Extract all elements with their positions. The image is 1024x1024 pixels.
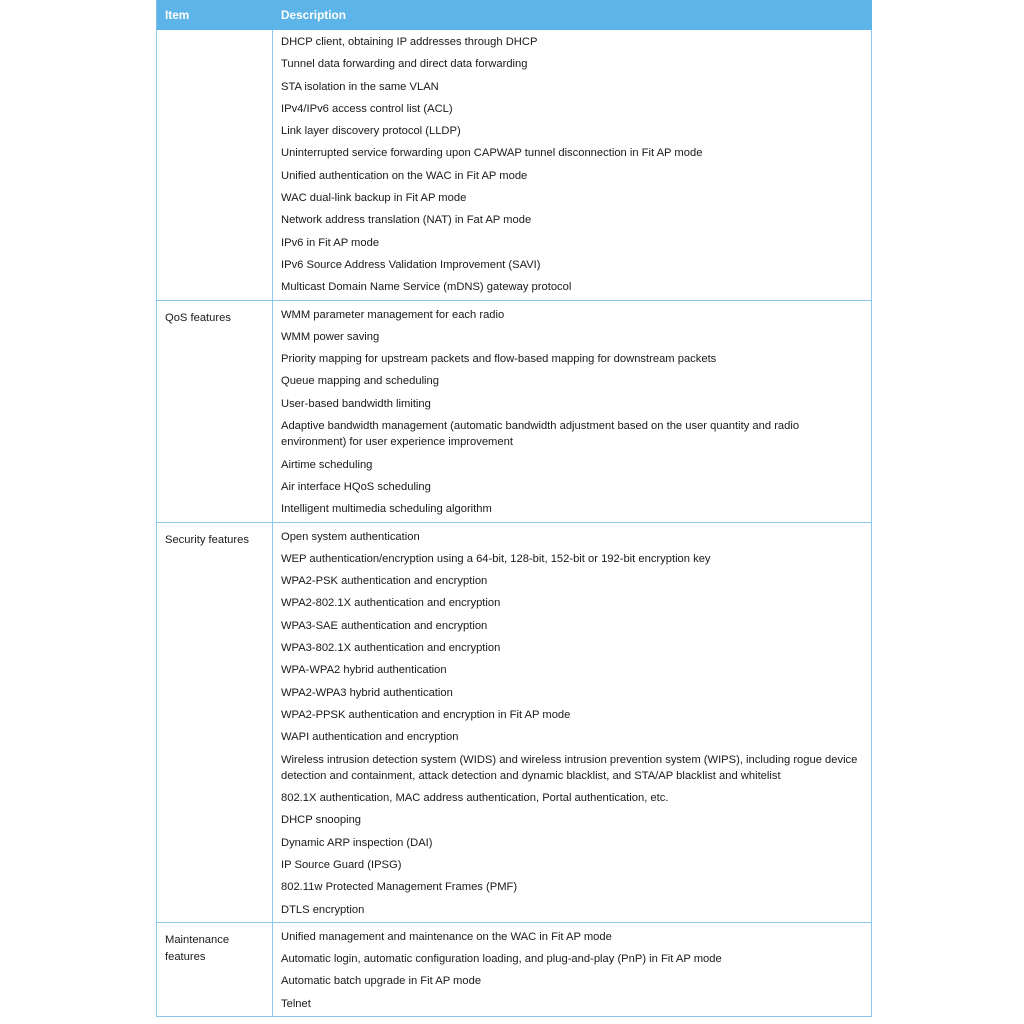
description-item: WPA3-SAE authentication and encryption — [281, 619, 488, 632]
description-item: IP Source Guard (IPSG) — [281, 858, 402, 871]
description-cell — [273, 30, 872, 301]
description-item: Priority mapping for upstream packets and flow-based mapping for downstream packets — [281, 353, 717, 366]
description-list — [281, 926, 863, 1016]
description-item: User-based bandwidth limiting — [281, 397, 431, 410]
description-item: Open system authentication — [281, 530, 420, 543]
description-list — [281, 526, 863, 922]
description-item: WAC dual-link backup in Fit AP mode — [281, 192, 467, 205]
item-cell: Security features — [157, 522, 273, 922]
description-item: IPv6 Source Address Validation Improvement (SAVI) — [281, 258, 541, 271]
description-item: WPA2-PSK authentication and encryption — [281, 575, 488, 588]
description-item: Airtime scheduling — [281, 458, 373, 471]
item-cell: Maintenance features — [157, 922, 273, 1016]
description-item: Telnet — [281, 997, 311, 1010]
description-item: Air interface HQoS scheduling — [281, 480, 431, 493]
table-row — [157, 922, 872, 1016]
column-header-item: Item — [157, 1, 273, 30]
description-item: Tunnel data forwarding and direct data forwarding — [281, 58, 528, 71]
description-item: Intelligent multimedia scheduling algorithm — [281, 503, 492, 516]
column-header-description: Description — [273, 1, 872, 30]
item-cell: QoS features — [157, 300, 273, 522]
table-header-row — [157, 1, 872, 30]
description-item: 802.11w Protected Management Frames (PMF) — [281, 881, 518, 894]
description-item: Unified authentication on the WAC in Fit AP mode — [281, 169, 528, 182]
description-item: Uninterrupted service forwarding upon CAPWAP tunnel disconnection in Fit AP mode — [281, 147, 703, 160]
table-row — [157, 522, 872, 922]
description-item: Link layer discovery protocol (LLDP) — [281, 125, 461, 138]
description-item: WEP authentication/encryption using a 64-bit, 128-bit, 152-bit or 192-bit encryption key — [281, 552, 711, 565]
table-body — [157, 30, 872, 1017]
description-item: WAPI authentication and encryption — [281, 731, 459, 744]
description-item: Wireless intrusion detection system (WIDS) and wireless intrusion prevention system (WIPS), including rogue device detection and containment, attack detection and dynamic blacklist, and STA/AP blacklist and whitelist — [281, 753, 858, 782]
description-item: Unified management and maintenance on the WAC in Fit AP mode — [281, 930, 612, 943]
description-item: Network address translation (NAT) in Fat AP mode — [281, 214, 532, 227]
description-list — [281, 31, 863, 300]
description-item: WMM parameter management for each radio — [281, 308, 505, 321]
description-item: DHCP snooping — [281, 814, 362, 827]
description-cell — [273, 922, 872, 1016]
description-item: WPA-WPA2 hybrid authentication — [281, 664, 447, 677]
feature-spec-table — [156, 0, 872, 1017]
description-list — [281, 304, 863, 522]
description-cell — [273, 522, 872, 922]
description-item: WPA2-WPA3 hybrid authentication — [281, 686, 453, 699]
table-row — [157, 30, 872, 301]
description-item: Automatic login, automatic configuration loading, and plug-and-play (PnP) in Fit AP mode — [281, 953, 722, 966]
description-item: Adaptive bandwidth management (automatic bandwidth adjustment based on the user quantity and radio environment) for user experience improvement — [281, 420, 800, 449]
table-row — [157, 300, 872, 522]
description-item: Automatic batch upgrade in Fit AP mode — [281, 975, 482, 988]
description-item: DHCP client, obtaining IP addresses through DHCP — [281, 36, 538, 48]
description-item: IPv6 in Fit AP mode — [281, 236, 380, 249]
description-item: Dynamic ARP inspection (DAI) — [281, 836, 433, 849]
description-item: DTLS encryption — [281, 903, 365, 916]
description-item: 802.1X authentication, MAC address authentication, Portal authentication, etc. — [281, 792, 669, 805]
item-cell — [157, 30, 273, 301]
description-item: STA isolation in the same VLAN — [281, 80, 439, 93]
description-item: Queue mapping and scheduling — [281, 375, 439, 388]
description-item: WMM power saving — [281, 330, 380, 343]
description-item: WPA2-802.1X authentication and encryption — [281, 597, 501, 610]
description-cell — [273, 300, 872, 522]
description-item: Multicast Domain Name Service (mDNS) gateway protocol — [281, 281, 572, 294]
description-item: WPA2-PPSK authentication and encryption in Fit AP mode — [281, 708, 571, 721]
description-item: IPv4/IPv6 access control list (ACL) — [281, 102, 453, 115]
description-item: WPA3-802.1X authentication and encryption — [281, 642, 501, 655]
